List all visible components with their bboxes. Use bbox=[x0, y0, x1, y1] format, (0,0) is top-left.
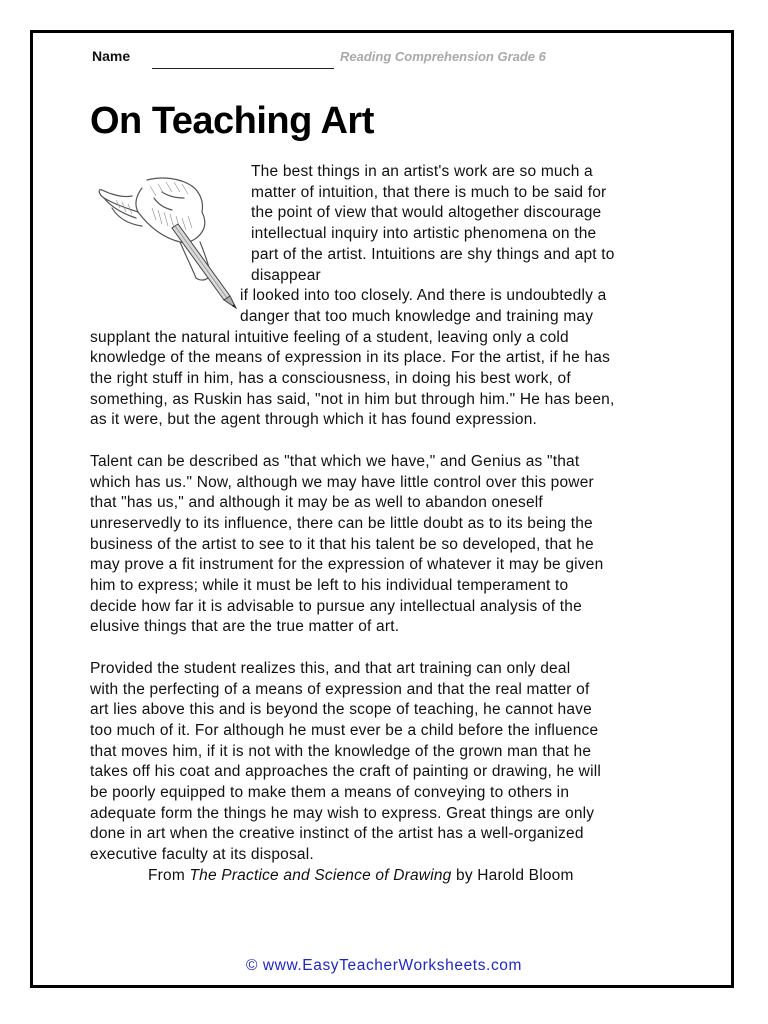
paragraph-1-wrapped-lower bbox=[240, 286, 692, 327]
credit-author: by Harold Bloom bbox=[451, 866, 574, 884]
text-line: intellectual inquiry into artistic phenomena on the bbox=[251, 225, 597, 243]
worksheet-header bbox=[92, 48, 612, 72]
text-line: business of the artist to see to it that his talent be so developed, that he bbox=[90, 535, 594, 553]
text-line: done in art when the creative instinct of the artist has a well-organized bbox=[90, 825, 584, 843]
text-line: the point of view that would altogether discourage bbox=[251, 204, 602, 222]
text-line: danger that too much knowledge and training may bbox=[240, 307, 594, 325]
source-credit bbox=[90, 866, 692, 887]
text-line: if looked into too closely. And there is undoubtedly a bbox=[240, 287, 607, 305]
text-line: be poorly equipped to make them a means of conveying to others in bbox=[90, 784, 570, 802]
credit-prefix: From bbox=[148, 866, 190, 884]
text-line: supplant the natural intuitive feeling of a student, leaving only a cold bbox=[90, 328, 569, 346]
text-line: too much of it. For although he must ever be a child before the influence bbox=[90, 721, 599, 739]
text-line: unreservedly to its influence, there can be little doubt as to its being the bbox=[90, 514, 593, 532]
paragraph-gap bbox=[90, 638, 692, 659]
grade-label: Reading Comprehension Grade 6 bbox=[340, 49, 546, 64]
article-body bbox=[90, 162, 692, 887]
credit-book-title: The Practice and Science of Drawing bbox=[189, 866, 452, 884]
text-line: disappear bbox=[251, 266, 321, 284]
text-line: which has us." Now, although we may have little control over this power bbox=[90, 473, 594, 491]
text-line: Provided the student realizes this, and that art training can only deal bbox=[90, 659, 571, 677]
text-line: part of the artist. Intuitions are shy things and apt to bbox=[251, 245, 615, 263]
text-line: decide how far it is advisable to pursue any intellectual analysis of the bbox=[90, 597, 582, 615]
text-line: Talent can be described as "that which we have," and Genius as "that bbox=[90, 452, 580, 470]
text-line: executive faculty at its disposal. bbox=[90, 846, 314, 864]
page-title: On Teaching Art bbox=[90, 100, 374, 142]
footer-website-link[interactable]: © www.EasyTeacherWorksheets.com bbox=[245, 957, 523, 974]
text-line: may prove a fit instrument for the expression of whatever it may be given bbox=[90, 556, 604, 574]
text-line: that "has us," and although it may be as well to abandon oneself bbox=[90, 494, 543, 512]
paragraph-gap bbox=[90, 431, 692, 452]
text-line: the right stuff in him, has a consciousness, in doing his best work, of bbox=[90, 370, 571, 388]
name-blank-line bbox=[152, 68, 334, 69]
text-line: that moves him, if it is not with the knowledge of the grown man that he bbox=[90, 742, 592, 760]
text-line: him to express; while it must be left to his individual temperament to bbox=[90, 577, 569, 595]
text-line: as it were, but the agent through which it has found expression. bbox=[90, 411, 538, 429]
text-line: adequate form the things he may wish to express. Great things are only bbox=[90, 804, 595, 822]
text-line: takes off his coat and approaches the craft of painting or drawing, he will bbox=[90, 763, 602, 781]
paragraph-1-wrapped bbox=[251, 162, 692, 286]
text-line: with the perfecting of a means of expression and that the real matter of bbox=[90, 680, 590, 698]
text-line: art lies above this and is beyond the scope of teaching, he cannot have bbox=[90, 701, 592, 719]
name-label: Name bbox=[92, 48, 131, 64]
text-line: matter of intuition, that there is much to be said for bbox=[251, 183, 607, 201]
text-line: something, as Ruskin has said, "not in him but through him." He has been, bbox=[90, 390, 615, 408]
text-line: elusive things that are the true matter of art. bbox=[90, 618, 400, 636]
text-line: The best things in an artist's work are so much a bbox=[251, 163, 593, 180]
text-line: knowledge of the means of expression in its place. For the artist, if he has bbox=[90, 349, 611, 367]
